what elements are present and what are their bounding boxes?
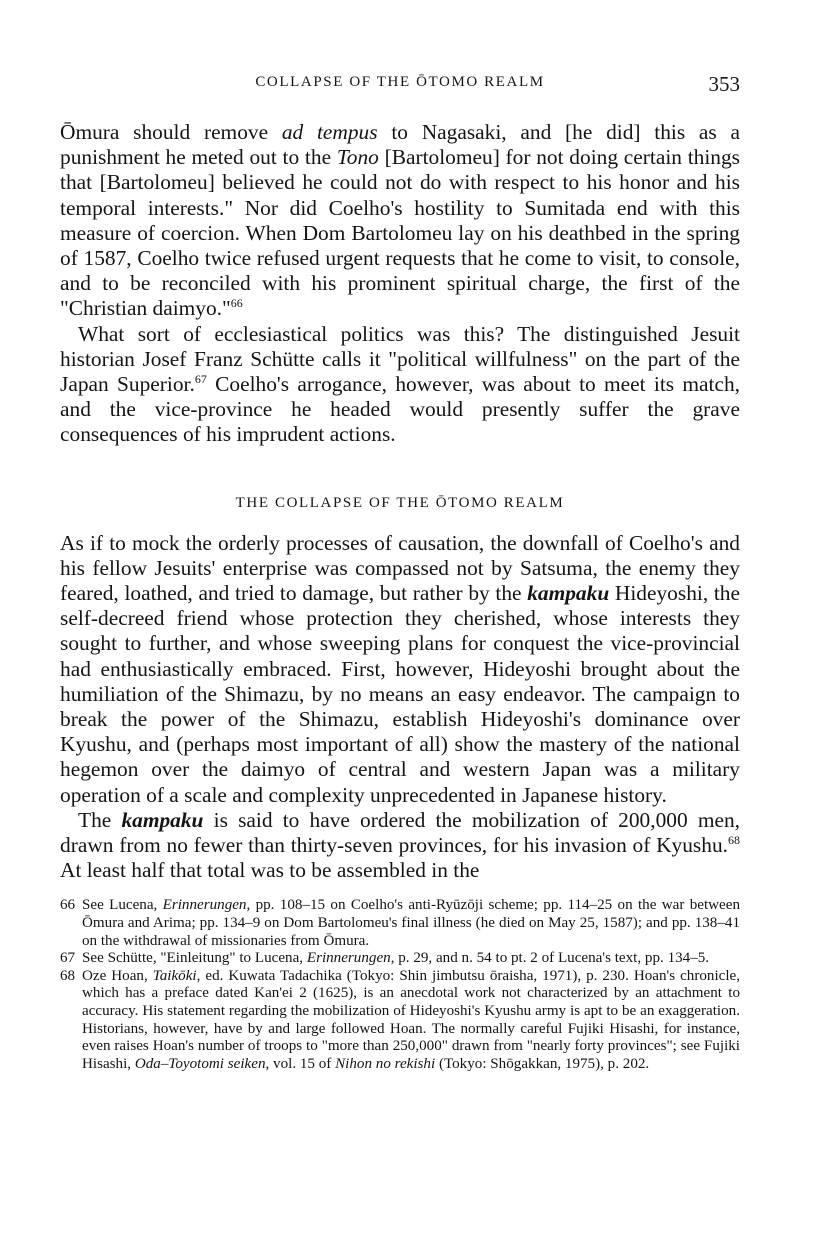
text-run: (Tokyo: Shōgakkan, 1975), p. 202. [435, 1055, 650, 1072]
running-head [60, 72, 740, 102]
text-run: Hideyoshi, the self-decreed friend whose protection they cherished, whose interests they sought to further, and whose sweeping plans for conquest the vice-provincial had enthusiastically embraced. First, however, Hideyoshi brought about the humiliation of the Shimazu, by no means an easy endeavor. The campaign to break the power of the Shimazu, establish Hideyoshi's dominance over Kyushu, and (perhaps most important of all) show the mastery of the national hegemon over the daimyo of central and western Japan was a military operation of a scale and complexity unprecedented in Japanese history. [60, 581, 740, 807]
text-run: , p. 29, and n. 54 to pt. 2 of Lucena's text, pp. 134–5. [390, 950, 710, 967]
text-run: , ed. Kuwata Tadachika (Tokyo: Shin jimbutsu ōraisha, 1971), p. 230. Hoan's chronicle, which has a preface dated Kan'ei 2 (1625), is an anecdotal work not characterized by an attachment to accuracy. His statement regarding the mobilization of Hideyoshi's Kyushu army is apt to be an exaggeration. Historians, however, have by and large followed Hoan. The normally careful Fujiki Hisashi, for instance, even raises Hoan's number of troops to "more than 250,000" drawn from "nearly forty provinces"; see Fujiki Hisashi, [82, 967, 741, 1072]
paragraph-1 [60, 120, 740, 322]
footnote-ref: 66 [230, 296, 243, 311]
running-title: COLLAPSE OF THE ŌTOMO REALM [255, 74, 545, 90]
bold-italic-term: kampaku [527, 581, 610, 606]
text-run: [Bartolomeu] for not doing certain things that [Bartolomeu] believed he could not do with respect to his honor and his temporal interests." Nor did Coelho's hostility to Sumitada end with this measure of coercion. When Dom Bartolomeu lay on his deathbed in the spring of 1587, Coelho twice refused urgent requests that he come to visit, to console, and to be reconciled with his prominent spiritual charge, the first of the "Christian daimyo." [60, 145, 740, 321]
bold-italic-term: kampaku [121, 807, 204, 832]
italic-title: Taikōki [152, 967, 197, 984]
footnote-68 [60, 968, 740, 1074]
text-run: to Nagasaki, and [he did] this as a punishment he meted out to the [60, 120, 740, 170]
paragraph-4 [60, 808, 740, 884]
italic-term: ad tempus [281, 120, 378, 144]
footnote-number: 66 [60, 897, 76, 914]
text-run: Oze Hoan, [82, 967, 153, 984]
text-run: See Lucena, [82, 897, 163, 914]
text-run: See Schütte, "Einleitung" to Lucena, [82, 950, 307, 967]
italic-title: Oda–Toyotomi seiken [134, 1055, 266, 1072]
footnotes [60, 897, 740, 1073]
text-run: Ōmura should remove [60, 120, 282, 144]
page-number: 353 [708, 72, 740, 96]
text-run: At least half that total was to be assembled in the [60, 858, 480, 883]
text-run: , pp. 108–15 on Coelho's anti-Ryūzōji scheme; pp. 114–25 on the war between Ōmura and Arima; pp. 134–9 on Dom Bartolomeu's final illness (he died on May 25, 1587); and pp. 138–41 on the withdrawal of missionaries from Ōmura. [82, 897, 740, 949]
text-run: As if to mock the orderly processes of causation, the downfall of Coelho's and his fellow Jesuits' enterprise was compassed not by Satsuma, the enemy they feared, loathed, and tried to damage, but rather by the [60, 530, 740, 606]
footnote-ref: 68 [728, 833, 740, 848]
footnote-number: 67 [60, 950, 76, 967]
body-text [60, 120, 740, 883]
footnote-66 [60, 897, 740, 950]
footnote-ref: 67 [194, 372, 207, 387]
italic-title: Erinnerungen [162, 897, 247, 914]
text-run: The [78, 807, 122, 832]
italic-title: Nihon no rekishi [335, 1055, 436, 1072]
paragraph-3 [60, 531, 740, 808]
book-page [60, 72, 740, 1073]
italic-term: Tono [336, 145, 379, 170]
text-run: , vol. 15 of [265, 1055, 336, 1072]
footnote-number: 68 [60, 967, 76, 984]
text-run: What sort of ecclesiastical politics was this? The distinguished Jesuit historian Josef Franz Schütte calls it "political willfulness" on the part of the Japan Superior. [60, 321, 740, 397]
italic-title: Erinnerungen [306, 950, 391, 967]
text-run: Coelho's arrogance, however, was about to meet its match, and the vice-province he headed would presently suffer the grave consequences of his imprudent actions. [60, 372, 740, 447]
paragraph-2 [60, 322, 740, 448]
footnote-67 [60, 950, 740, 968]
text-run: is said to have ordered the mobilization of 200,000 men, drawn from no fewer than thirty-seven provinces, for his invasion of Kyushu. [60, 807, 740, 858]
section-heading: THE COLLAPSE OF THE ŌTOMO REALM [235, 494, 565, 511]
